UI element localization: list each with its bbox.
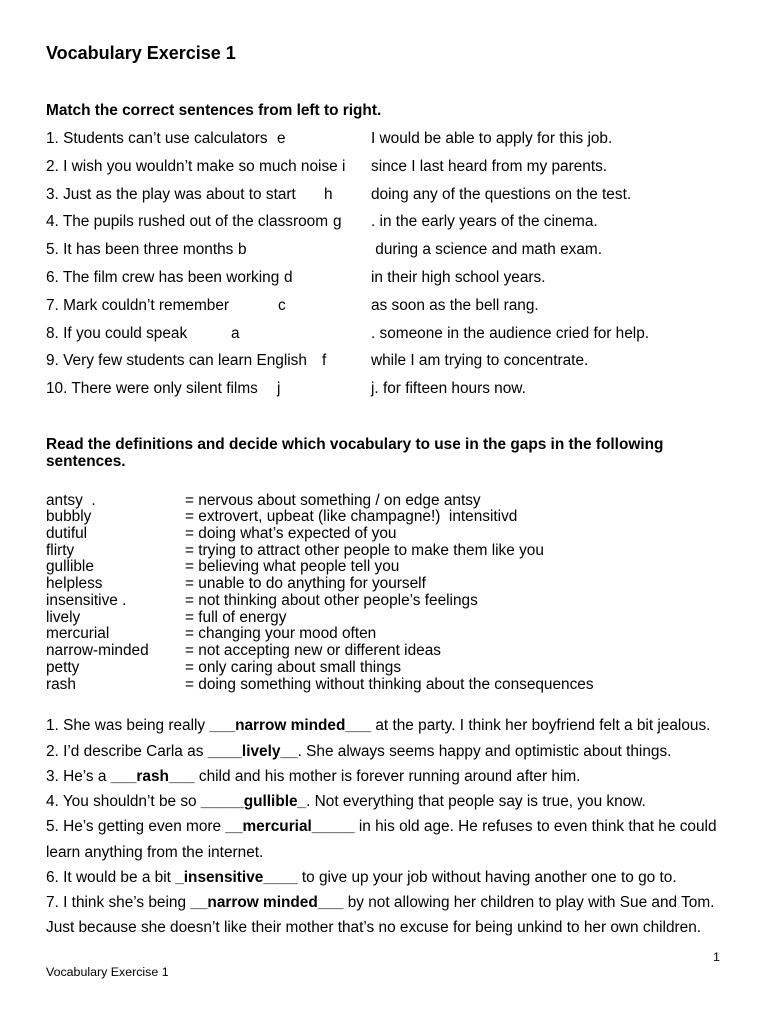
vocabulary-definition: = not accepting new or different ideas (185, 642, 441, 660)
matching-left-sentence: 4. The pupils rushed out of the classroom (46, 213, 329, 231)
matching-right-sentence: since I last heard from my parents. (371, 157, 608, 175)
gap-fill-after: to give up your job without having another one to go to. (297, 868, 677, 886)
definition-row (0, 677, 768, 694)
gap-fill-answer: __narrow minded___ (190, 894, 344, 912)
vocabulary-definition: = changing your mood often (185, 625, 377, 643)
matching-list (0, 125, 768, 403)
vocabulary-definition: = doing what’s expected of you (185, 525, 397, 543)
matching-right-sentence: I would be able to apply for this job. (371, 130, 613, 147)
matching-answer: h (324, 185, 333, 203)
vocabulary-definition: = extrovert, upbeat (like champagne!) intensitivd (185, 508, 518, 526)
matching-row (0, 320, 768, 348)
vocabulary-word: flirty (46, 541, 75, 559)
gap-fill-answer: _insensitive____ (175, 868, 298, 886)
definition-list (0, 493, 768, 694)
matching-right-sentence: j. for fifteen hours now. (371, 380, 526, 398)
vocabulary-word: mercurial (46, 625, 110, 643)
gap-fill-after: by not allowing her children to play with Sue and Tom. Just because she doesn’t like their mother that’s no excuse for being unkind to her own children. (46, 894, 715, 937)
definition-row (0, 660, 768, 677)
matching-row (0, 208, 768, 236)
matching-right-sentence: while I am trying to concentrate. (371, 352, 589, 370)
matching-answer: e (277, 130, 286, 147)
definition-row (0, 593, 768, 610)
matching-answer: i (342, 157, 346, 175)
matching-row (0, 153, 768, 181)
vocabulary-definition: = believing what people tell you (185, 558, 400, 576)
matching-right-sentence: during a science and math exam. (371, 241, 602, 259)
vocabulary-word: rash (46, 675, 76, 693)
gap-fill-after: child and his mother is forever running around after him. (194, 767, 581, 785)
vocabulary-instruction: Read the definitions and decide which vocabulary to use in the gaps in the following sentences. (46, 435, 664, 470)
matching-row (0, 375, 768, 403)
gap-fill-before: 2. I’d describe Carla as (46, 742, 208, 760)
gap-fill-before: 5. He’s getting even more (46, 818, 226, 836)
matching-answer: d (284, 268, 293, 286)
gap-fill-sentence (46, 713, 736, 738)
gap-fill-sentence (46, 890, 736, 941)
gap-fill-before: 7. I think she’s being (46, 894, 191, 912)
vocabulary-word: helpless (46, 575, 103, 593)
vocabulary-definition: = not thinking about other people’s feelings (185, 591, 478, 609)
definition-row (0, 559, 768, 576)
matching-row (0, 347, 768, 375)
matching-instruction: Match the correct sentences from left to right. (46, 102, 382, 119)
gap-fill-answer: _____gullible_ (200, 793, 307, 811)
definition-row (0, 643, 768, 660)
definition-row (0, 626, 768, 643)
gap-fill-answer: ____lively__ (207, 742, 298, 760)
vocabulary-word: gullible (46, 558, 94, 576)
definition-row (0, 576, 768, 593)
gap-fill-answer: ___rash___ (110, 767, 195, 785)
footer-text: Vocabulary Exercise 1 (46, 965, 169, 979)
gap-fill-sentence (46, 789, 736, 814)
vocabulary-definition: = full of energy (185, 608, 287, 626)
gap-fill-after: in his old age. He refuses to even think that he could learn anything from the internet. (46, 818, 717, 861)
matching-left-sentence: 10. There were only silent films (46, 380, 258, 398)
matching-answer: c (278, 296, 286, 314)
gap-fill-before: 1. She was being really (46, 717, 210, 735)
gap-fill-answer: __mercurial_____ (225, 818, 355, 836)
gap-fill-after: . She always seems happy and optimistic about things. (297, 742, 672, 760)
definition-row (0, 493, 768, 510)
matching-left-sentence: 5. It has been three months (46, 241, 234, 259)
gap-fill-sentence (46, 814, 736, 865)
gap-fill-before: 4. You shouldn’t be so (46, 793, 201, 811)
vocabulary-word: petty (46, 658, 80, 676)
gap-fill-after: at the party. I think her boyfriend felt a bit jealous. (371, 717, 711, 735)
matching-left-sentence: 8. If you could speak (46, 324, 188, 342)
definition-row (0, 509, 768, 526)
matching-left-sentence: 6. The film crew has been working (46, 268, 280, 286)
matching-row (0, 236, 768, 264)
matching-left-sentence: 2. I wish you wouldn’t make so much noise (46, 157, 338, 175)
gap-fill-answer: ___narrow minded___ (209, 717, 372, 735)
gap-fill-before: 6. It would be a bit (46, 868, 176, 886)
vocabulary-definition: = trying to attract other people to make them like you (185, 541, 544, 559)
vocabulary-word: dutiful (46, 525, 88, 543)
gap-fill-sentence (46, 764, 736, 789)
matching-right-sentence: . in the early years of the cinema. (371, 213, 598, 231)
page-number: 1 (713, 950, 720, 964)
gap-fill-sentence (46, 739, 736, 764)
matching-row (0, 264, 768, 292)
gap-fill-before: 3. He’s a (46, 767, 111, 785)
matching-row (0, 181, 768, 209)
matching-answer: a (231, 324, 240, 342)
vocabulary-word: antsy . (46, 491, 96, 509)
definition-row (0, 610, 768, 627)
matching-right-sentence: in their high school years. (371, 268, 546, 286)
vocabulary-definition: = nervous about something / on edge antsy (185, 491, 481, 509)
gap-fill-after: . Not everything that people say is true, you know. (306, 793, 646, 811)
vocabulary-word: bubbly (46, 508, 92, 526)
vocabulary-definition: = doing something without thinking about the consequences (185, 675, 594, 693)
definition-row (0, 543, 768, 560)
matching-answer: b (238, 241, 247, 259)
matching-answer: g (333, 213, 342, 231)
matching-answer: j (277, 380, 281, 398)
matching-answer: f (322, 352, 327, 370)
vocabulary-word: lively (46, 608, 81, 626)
page-title: Vocabulary Exercise 1 (46, 43, 236, 63)
matching-left-sentence: 9. Very few students can learn English (46, 352, 307, 370)
matching-right-sentence: . someone in the audience cried for help. (371, 324, 650, 342)
gap-fill-sentence (46, 865, 736, 890)
matching-right-sentence: as soon as the bell rang. (371, 296, 539, 314)
vocabulary-definition: = only caring about small things (185, 658, 402, 676)
matching-left-sentence: 1. Students can’t use calculators (46, 130, 268, 147)
matching-row (0, 292, 768, 320)
definition-row (0, 526, 768, 543)
matching-row (0, 125, 768, 153)
matching-right-sentence: doing any of the questions on the test. (371, 185, 632, 203)
matching-left-sentence: 7. Mark couldn’t remember (46, 296, 230, 314)
matching-left-sentence: 3. Just as the play was about to start (46, 185, 296, 203)
gap-fill-list (46, 713, 736, 940)
vocabulary-definition: = unable to do anything for yourself (185, 575, 426, 593)
vocabulary-word: narrow-minded (46, 642, 149, 660)
vocabulary-word: insensitive . (46, 591, 127, 609)
